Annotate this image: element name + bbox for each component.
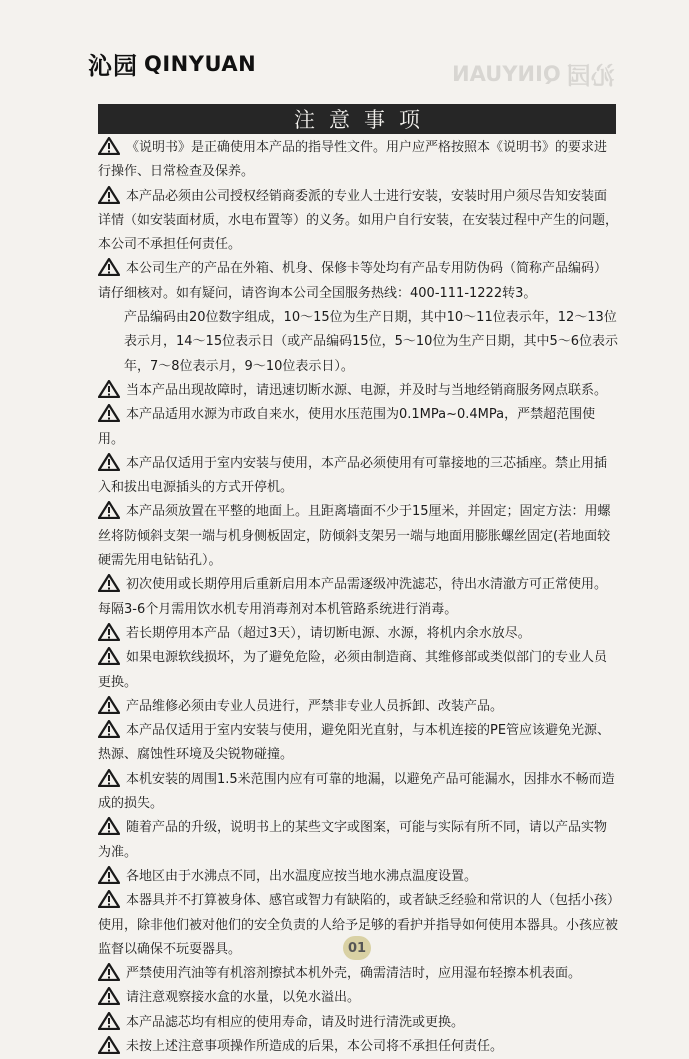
precaution-text: 本产品适用水源为市政自来水，使用水压范围为0.1MPa~0.4MPa，严禁超范围使用。 <box>98 407 596 447</box>
show-through-logo <box>452 56 615 91</box>
precaution-text: 本产品仅适用于室内安装与使用，本产品必须使用有可靠接地的三芯插座。禁止用插入和拔出电源插头的方式开停机。 <box>98 455 608 496</box>
warning-triangle-icon <box>98 501 120 519</box>
precaution-item <box>98 136 618 185</box>
warning-triangle-icon <box>98 453 120 471</box>
brand-logo <box>88 46 256 81</box>
precaution-item <box>98 865 618 889</box>
warning-triangle-icon <box>98 817 120 835</box>
precaution-item <box>98 1011 618 1035</box>
warning-triangle-icon <box>98 1036 120 1054</box>
precaution-item <box>98 379 618 403</box>
precaution-item <box>98 986 618 1010</box>
precaution-text: 未按上述注意事项操作所造成的后果，本公司将不承担任何责任。 <box>126 1038 504 1054</box>
ghost-logo-english: QINYUAN <box>452 61 561 86</box>
precaution-item <box>98 500 618 573</box>
precaution-item <box>98 816 618 865</box>
precaution-text: 本机安装的周围1.5米范围内应有可靠的地漏，以避免产品可能漏水，因排水不畅而造成的损失。 <box>98 771 615 812</box>
precaution-item <box>98 452 618 501</box>
precaution-text: 各地区由于水沸点不同，出水温度应按当地水沸点温度设置。 <box>126 868 478 884</box>
precaution-text: 本产品仅适用于室内安装与使用，避免阳光直射，与本机连接的PE管应该避免光源、热源、腐蚀性环境及尖锐物碰撞。 <box>98 723 611 763</box>
warning-triangle-icon <box>98 574 120 592</box>
precaution-text: 产品编码由20位数字组成，10～15位为生产日期，其中10～11位表示年，12～13位表示月，14～15位表示日（或产品编码15位，5～10位为生产日期，其中5～6位表示年，7～8位表示月，9～10位表示日）。 <box>124 310 618 374</box>
warning-triangle-icon <box>98 866 120 884</box>
precaution-item <box>98 573 618 622</box>
precaution-text: 《说明书》是正确使用本产品的指导性文件。用户应严格按照本《说明书》的要求进行操作、日常检查及保养。 <box>98 140 608 180</box>
warning-triangle-icon <box>98 720 120 738</box>
precaution-text: 随着产品的升级，说明书上的某些文字或图案，可能与实际有所不同，请以产品实物为准。 <box>98 820 608 860</box>
warning-triangle-icon <box>98 137 120 155</box>
warning-triangle-icon <box>98 963 120 981</box>
precaution-item <box>98 1035 618 1059</box>
ghost-logo-chinese: 沁园 <box>566 62 615 90</box>
precaution-item <box>98 257 618 306</box>
warning-triangle-icon <box>98 890 120 908</box>
precaution-text: 本公司生产的产品在外箱、机身、保修卡等处均有产品专用防伪码（简称产品编码）请仔细核对。如有疑问，请咨询本公司全国服务热线：400-111-1222转3。 <box>98 261 608 301</box>
precaution-text: 本产品须放置在平整的地面上。且距离墙面不少于15厘米，并固定；固定方法：用螺丝将防倾斜支架一端与机身侧板固定，防倾斜支架另一端与地面用膨胀螺丝固定(若地面较硬需先用电钻钻孔）。 <box>98 504 611 569</box>
precaution-text: 初次使用或长期停用后重新启用本产品需逐级冲洗滤芯，待出水清澈方可正常使用。每隔3-6个月需用饮水机专用消毒剂对本机管路系统进行消毒。 <box>98 577 608 617</box>
warning-triangle-icon <box>98 647 120 665</box>
precaution-text: 产品维修必须由专业人员进行，严禁非专业人员拆卸、改装产品。 <box>126 698 504 714</box>
precaution-item <box>98 306 618 379</box>
precaution-text: 严禁使用汽油等有机溶剂擦拭本机外壳，确需清洁时，应用湿布轻擦本机表面。 <box>126 966 582 982</box>
precaution-item <box>98 622 618 646</box>
warning-triangle-icon <box>98 987 120 1005</box>
precaution-item <box>98 768 618 817</box>
logo-chinese: 沁园 <box>88 52 138 80</box>
warning-triangle-icon <box>98 258 120 276</box>
warning-triangle-icon <box>98 623 120 641</box>
logo-english: QINYUAN <box>144 51 257 76</box>
warning-triangle-icon <box>98 696 120 714</box>
precaution-text: 若长期停用本产品（超过3天），请切断电源、水源，将机内余水放尽。 <box>126 625 531 641</box>
precaution-item <box>98 695 618 719</box>
precaution-item <box>98 962 618 986</box>
precaution-text: 本器具并不打算被身体、感官或智力有缺陷的，或者缺乏经验和常识的人（包括小孩）使用，除非他们被对他们的安全负责的人给予足够的看护并指导如何使用本器具。小孩应被监督以确保不玩耍器具。 <box>98 893 619 957</box>
precaution-text: 如果电源软线损坏，为了避免危险，必须由制造商、其维修部或类似部门的专业人员更换。 <box>98 650 608 690</box>
section-title: 注意事项 <box>98 104 616 134</box>
precaution-text: 当本产品出现故障时，请迅速切断水源、电源，并及时与当地经销商服务网点联系。 <box>126 382 608 398</box>
precaution-text: 请注意观察接水盒的水量，以免水溢出。 <box>126 990 361 1006</box>
precaution-text: 本产品必须由公司授权经销商委派的专业人士进行安装，安装时用户须尽告知安装面详情（如安装面材质，水电布置等）的义务。如用户自行安装，在安装过程中产生的问题，本公司不承担任何责任。 <box>98 188 619 253</box>
warning-triangle-icon <box>98 380 120 398</box>
precaution-item <box>98 719 618 768</box>
warning-triangle-icon <box>98 1012 120 1030</box>
precautions-list <box>98 136 618 1059</box>
warning-triangle-icon <box>98 186 120 204</box>
page-number: 01 <box>343 936 371 960</box>
warning-triangle-icon <box>98 404 120 422</box>
precaution-item <box>98 185 618 258</box>
precaution-item <box>98 646 618 695</box>
precaution-item <box>98 403 618 452</box>
warning-triangle-icon <box>98 769 120 787</box>
precaution-text: 本产品滤芯均有相应的使用寿命，请及时进行清洗或更换。 <box>126 1014 465 1030</box>
